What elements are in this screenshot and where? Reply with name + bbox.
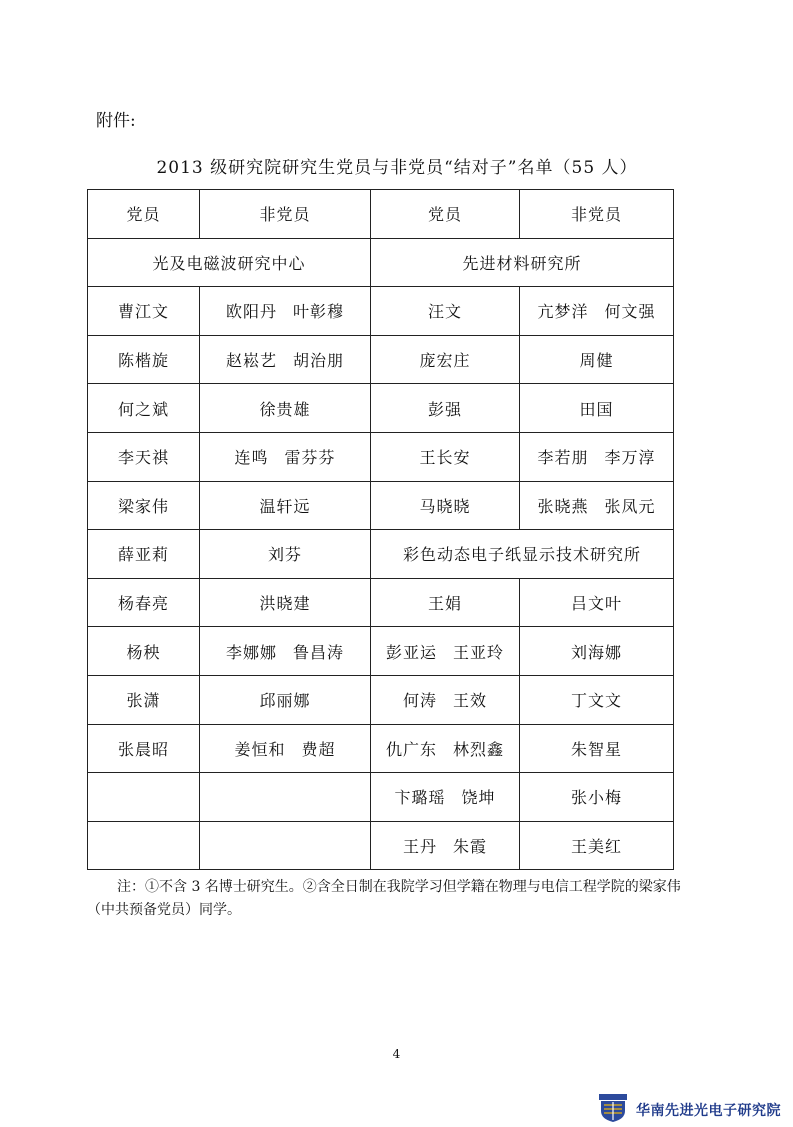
section-optics-em-center: 光及电磁波研究中心	[88, 238, 371, 287]
party-member-cell: 梁家伟	[88, 481, 200, 530]
non-member-cell	[520, 384, 674, 433]
non-member-cell	[520, 335, 674, 384]
person-name: 刘海娜	[570, 642, 622, 662]
non-member-cell	[200, 530, 371, 579]
non-member-cell	[520, 773, 674, 822]
party-member-cell: 曹江文	[88, 287, 200, 336]
pairing-table	[87, 189, 674, 870]
person-name: 何涛	[402, 691, 437, 711]
non-member-cell	[520, 675, 674, 724]
party-member-cell: 李天祺	[88, 432, 200, 481]
person-name: 田国	[579, 399, 614, 419]
person-name: 何文强	[604, 302, 656, 322]
party-member-cell: 张晨昭	[88, 724, 200, 773]
table-row	[88, 724, 674, 773]
table-row	[88, 821, 674, 870]
non-member-cell	[520, 724, 674, 773]
non-member-cell	[520, 821, 674, 870]
party-member-cell: 张潇	[88, 675, 200, 724]
person-name: 叶彰穆	[293, 302, 345, 322]
party-member-cell	[371, 578, 520, 627]
person-name: 马晓晓	[419, 496, 471, 516]
table-row	[88, 675, 674, 724]
party-member-cell	[371, 724, 520, 773]
table-row	[88, 287, 674, 336]
party-member-cell	[371, 675, 520, 724]
party-member-cell: 薛亚莉	[88, 530, 200, 579]
non-member-cell	[200, 432, 371, 481]
person-name: 王亚玲	[453, 642, 505, 662]
non-member-cell	[520, 287, 674, 336]
header-member: 党员	[371, 190, 520, 239]
table-row	[88, 481, 674, 530]
person-name: 费超	[301, 739, 336, 759]
person-name: 姜恒和	[234, 739, 286, 759]
party-member-cell	[371, 627, 520, 676]
document-title: 2013 级研究院研究生党员与非党员“结对子”名单（55 人）	[156, 158, 638, 178]
non-member-cell	[200, 773, 371, 822]
party-member-cell	[88, 773, 200, 822]
non-member-cell	[200, 724, 371, 773]
table-header-row	[88, 190, 674, 239]
person-name: 饶坤	[461, 788, 496, 808]
header-non-member: 非党员	[520, 190, 674, 239]
party-member-cell	[371, 287, 520, 336]
table-row	[88, 530, 674, 579]
table-row	[88, 578, 674, 627]
party-member-cell	[371, 481, 520, 530]
non-member-cell	[200, 675, 371, 724]
party-member-cell	[371, 335, 520, 384]
page-number: 4	[392, 1047, 401, 1061]
table-row	[88, 432, 674, 481]
party-member-cell: 杨春亮	[88, 578, 200, 627]
person-name: 彭亚运	[385, 642, 437, 662]
non-member-cell	[200, 287, 371, 336]
person-name: 李娜娜	[225, 642, 277, 662]
person-name: 朱霞	[453, 837, 488, 857]
non-member-cell	[200, 481, 371, 530]
person-name: 李若朋	[537, 448, 589, 468]
person-name: 胡治朋	[293, 351, 345, 371]
person-name: 张凤元	[604, 496, 656, 516]
person-name: 邱丽娜	[259, 691, 311, 711]
person-name: 林烈鑫	[453, 739, 505, 759]
person-name: 刘芬	[267, 545, 302, 565]
person-name: 徐贵雄	[259, 399, 311, 419]
person-name: 王娟	[427, 594, 462, 614]
non-member-cell	[200, 627, 371, 676]
person-name: 王效	[453, 691, 488, 711]
party-member-cell: 杨秧	[88, 627, 200, 676]
party-member-cell	[371, 773, 520, 822]
footnote: 注：①不含 3 名博士研究生。②含全日制在我院学习但学籍在物理与电信工程学院的梁家伟（中共预备党员）同学。	[87, 879, 681, 918]
person-name: 汪文	[427, 302, 462, 322]
table-row	[88, 335, 674, 384]
person-name: 卞璐瑶	[394, 788, 446, 808]
non-member-cell	[200, 821, 371, 870]
person-name: 丁文文	[570, 691, 622, 711]
person-name: 彭强	[427, 399, 462, 419]
person-name: 庞宏庄	[419, 351, 471, 371]
table-row	[88, 627, 674, 676]
person-name: 欧阳丹	[225, 302, 277, 322]
non-member-cell	[520, 481, 674, 530]
person-name: 鲁昌涛	[293, 642, 345, 662]
person-name: 雷芬芬	[284, 448, 336, 468]
header-member: 党员	[88, 190, 200, 239]
person-name: 赵崧艺	[225, 351, 277, 371]
attachment-label: 附件:	[96, 111, 136, 131]
party-member-cell: 何之斌	[88, 384, 200, 433]
non-member-cell	[200, 384, 371, 433]
section-row	[88, 238, 674, 287]
person-name: 张小梅	[570, 788, 622, 808]
person-name: 亢梦洋	[537, 302, 589, 322]
non-member-cell	[520, 627, 674, 676]
table-row	[88, 384, 674, 433]
non-member-cell	[520, 432, 674, 481]
person-name: 王长安	[419, 448, 471, 468]
non-member-cell	[200, 578, 371, 627]
party-member-cell	[88, 821, 200, 870]
table-row	[88, 773, 674, 822]
person-name: 李万淳	[604, 448, 656, 468]
non-member-cell	[520, 578, 674, 627]
person-name: 连鸣	[234, 448, 269, 468]
party-member-cell	[371, 821, 520, 870]
person-name: 吕文叶	[570, 594, 622, 614]
party-member-cell	[371, 432, 520, 481]
person-name: 温轩远	[259, 496, 311, 516]
person-name: 张晓燕	[537, 496, 589, 516]
header-non-member: 非党员	[200, 190, 371, 239]
non-member-cell	[200, 335, 371, 384]
party-member-cell: 陈楷旋	[88, 335, 200, 384]
party-member-cell	[371, 384, 520, 433]
person-name: 王美红	[570, 837, 622, 857]
institute-name: 华南先进光电子研究院	[636, 1103, 781, 1119]
person-name: 仇广东	[385, 739, 437, 759]
person-name: 朱智星	[570, 739, 622, 759]
person-name: 洪晓建	[259, 594, 311, 614]
person-name: 王丹	[402, 837, 437, 857]
section-advanced-materials: 先进材料研究所	[371, 238, 674, 287]
person-name: 周健	[579, 351, 614, 371]
section-color-epaper-institute: 彩色动态电子纸显示技术研究所	[371, 530, 674, 579]
